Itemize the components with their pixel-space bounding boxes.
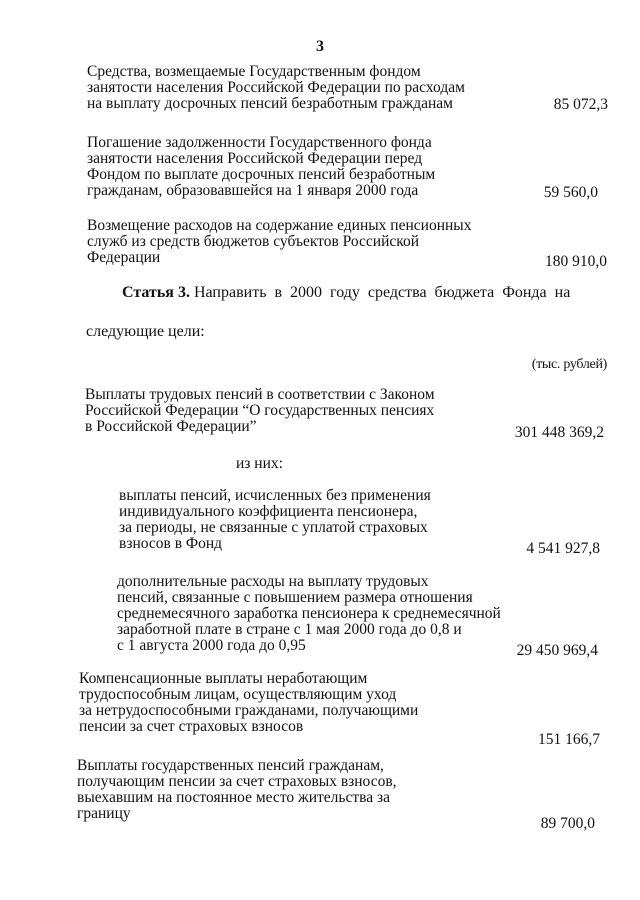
expense-item-description [87,218,471,266]
text-line: получающим пенсии за счет страховых взносов, [77,773,397,790]
text-line: занятости населения Российской Федерации по расходам [87,79,465,96]
expense-item-description [77,758,397,822]
article-heading [122,284,610,302]
text-line: дополнительные расходы на выплату трудовых [117,573,429,590]
page-number: 3 [316,38,324,55]
text-line: Возмещение расходов на содержание единых пенсионных [87,217,472,234]
text-line: пенсии за счет страховых взносов [79,718,304,735]
expense-item-description [87,64,465,112]
text-line: Федерации [87,249,161,266]
text-line: Российской Федерации “О государственных пенсиях [85,402,435,419]
sub-item-amount: 29 450 969,4 [516,642,598,659]
text-line: за периоды, не связанные с уплатой страховых [119,519,428,536]
text-line: Погашение задолженности Государственного фонда [87,134,432,151]
text-line: выплаты пенсий, исчисленных без применения [119,487,431,504]
text-line: границу [77,805,131,822]
text-line: Выплаты трудовых пенсий в соответствии с Законом [85,386,435,403]
text-line: Средства, возмещаемые Государственным фондом [87,63,421,80]
text-line: взносов в Фонд [119,535,223,552]
sub-item-description [119,488,431,552]
expense-item-amount: 180 910,0 [545,253,607,270]
text-line: Выплаты государственных пенсий гражданам, [77,757,384,774]
text-line: с 1 августа 2000 года до 0,95 [117,637,306,654]
text-line: среднемесячного заработка пенсионера к среднемесячной [117,605,501,622]
expense-item-amount: 85 072,3 [553,96,608,113]
text-line: индивидуального коэффициента пенсионера, [119,503,418,520]
article-continuation: следующие цели: [86,323,205,340]
units-label: (тыс. рублей) [531,357,607,372]
text-line: за нетрудоспособными гражданами, получающими [79,702,419,719]
expense-item-description [85,387,435,435]
article-text: Направить в 2000 году средства бюджета Фонда на [193,284,571,301]
text-line: занятости населения Российской Федерации перед [87,150,423,167]
text-line: трудоспособным лицам, осуществляющим уход [79,686,397,703]
text-line: пенсий, связанные с повышением размера отношения [117,589,473,606]
sub-item-amount: 4 541 927,8 [526,540,600,557]
expense-item-amount: 59 560,0 [543,184,598,201]
text-line: выехавшим на постоянное место жительства за [77,789,390,806]
expense-item-amount: 89 700,0 [540,815,595,832]
text-line: служб из средств бюджетов субъектов Российской [87,233,420,250]
of-which-label: из них: [236,455,283,472]
text-line: заработной плате в стране с 1 мая 2000 года до 0,8 и [117,621,462,638]
expense-item-description [79,671,418,735]
text-line: гражданам, образовавшейся на 1 января 2000 года [87,182,419,199]
article-label: Статья 3. [122,284,190,301]
expense-item-amount: 301 448 369,2 [514,424,604,441]
expense-item-description [87,135,435,199]
text-line: Фондом по выплате досрочных пенсий безработным [87,166,436,183]
text-line: Компенсационные выплаты неработающим [79,670,368,687]
sub-item-description [117,574,501,654]
text-line: в Российской Федерации” [85,418,257,435]
text-line: на выплату досрочных пенсий безработным гражданам [87,95,453,112]
expense-item-amount: 151 166,7 [538,731,600,748]
